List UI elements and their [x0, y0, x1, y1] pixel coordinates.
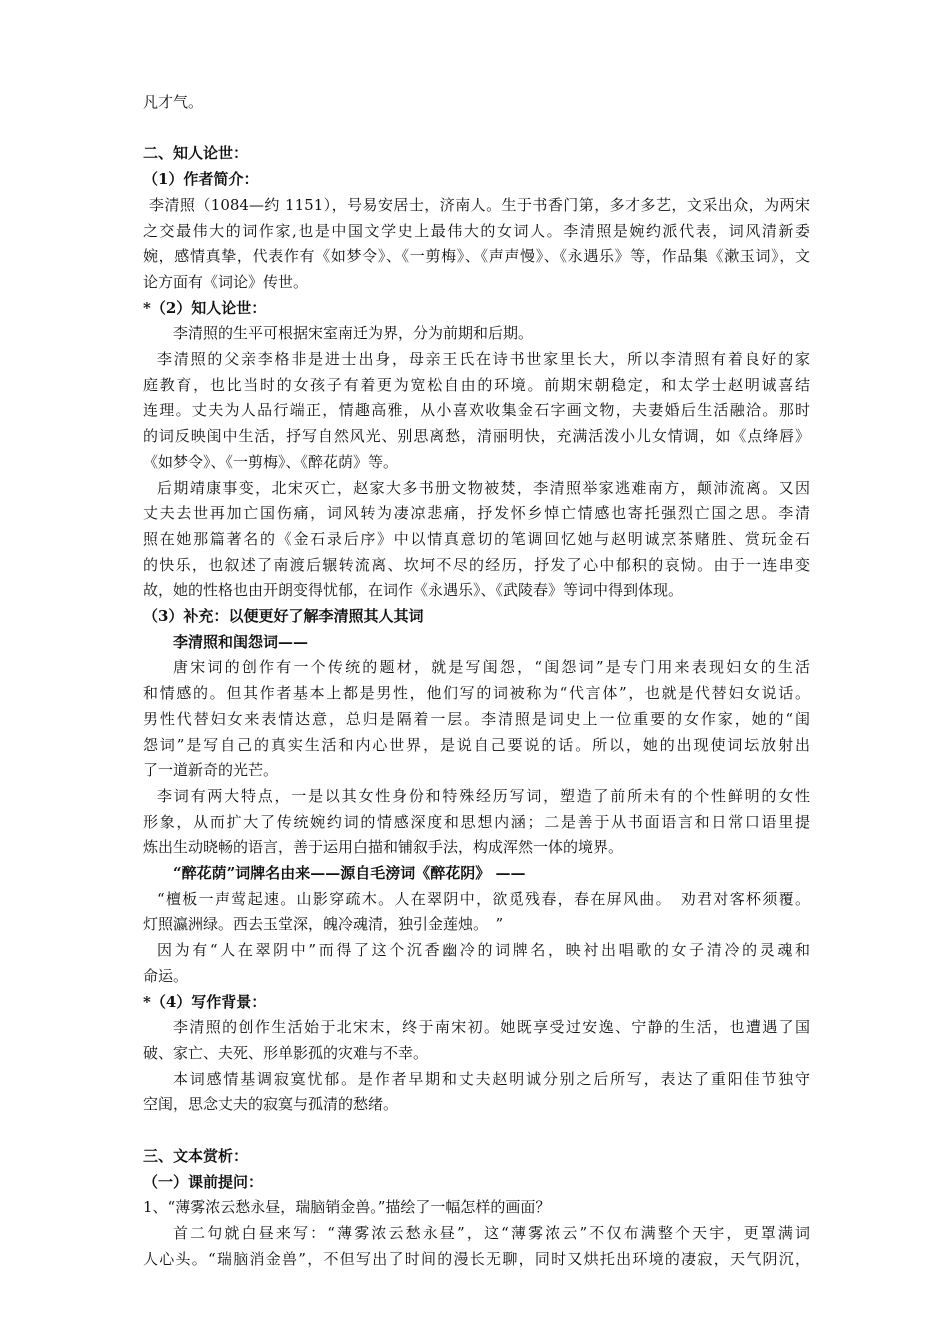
blank-line [143, 116, 810, 142]
text-line: 之交最伟大的词作家,也是中国文学史上最伟大的女词人。李清照是婉约派代表，词风清新委 [143, 221, 810, 240]
text-line: 的词反映闺中生活，抒写自然风光、别思离愁，清丽明快，充满活泼小儿女情调，如《点绛唇》 [143, 427, 810, 446]
text-line: 唐宋词的创作有一个传统的题材，就是写闺怨，“闺怨词”是专门用来表现妇女的生活 [173, 658, 810, 677]
text-line: 庭教育，也比当时的女孩子有着更为宽松自由的环境。前期宋朝稳定，和太学士赵明诚喜结 [143, 375, 810, 394]
text-line: 照在她那篇著名的《金石录后序》中以情真意切的笔调回忆她与赵明诚烹茶赌胜、赏玩金石 [143, 529, 810, 548]
subsection-heading: *（2）知人论世： [143, 298, 267, 317]
text-line: 破、家亡、夫死、形单影孤的灾难与不幸。 [143, 1044, 429, 1062]
section-heading: 三、文本赏析： [143, 1146, 249, 1165]
text-line: 连理。丈夫为人品行端正，情趣高雅，从小喜欢收集金石字画文物，夫妻婚后生活融洽。那时 [143, 401, 810, 420]
section-heading: 二、知人论世： [143, 144, 249, 163]
subsection-heading: （一）课前提问： [143, 1172, 264, 1191]
text-line: 空闺，思念丈夫的寂寞与孤清的愁绪。 [143, 1095, 399, 1114]
text-line: 凡才气。 [143, 93, 204, 111]
topic-heading: “醉花荫”词牌名由来——源自毛滂词《醉花阴》 —— [173, 864, 526, 883]
topic-heading: 李清照和闺怨词—— [173, 632, 309, 651]
text-line: 李词有两大特点，一是以其女性身份和特殊经历写词，塑造了前所未有的个性鲜明的女性 [157, 786, 810, 805]
text-line: 人心头。“瑞脑消金兽”，不但写出了时间的漫长无聊，同时又烘托出环境的凄寂，天气阴沉， [143, 1249, 810, 1268]
blank-line [143, 1118, 810, 1144]
poem-line: “檀板一声莺起速。山影穿疏木。人在翠阴中，欲觅残春，春在屏风曲。 劝君对客杯须覆。 [157, 889, 810, 908]
text-line: 李清照的生平可根据宋室南迁为界，分为前期和后期。 [173, 324, 534, 343]
text-line: 形象，从而扩大了传统婉约词的情感深度和思想内涵；二是善于从书面语言和日常口语里提 [143, 812, 810, 831]
text-line: 丈夫去世再加亡国伤痛，词风转为凄凉悲痛，抒发怀乡悼亡情感也寄托强烈亡国之思。李清 [143, 504, 810, 523]
text-line: 论方面有《词论》传世。 [143, 272, 309, 291]
poem-line: 灯照瀛洲绿。西去玉堂深，魄冷魂清，独引金莲烛。 ” [143, 915, 504, 934]
text-line: 男性代替妇女来表情达意，总归是隔着一层。李清照是词史上一位重要的女作家，她的“闺 [143, 709, 810, 728]
subsection-heading: *（4）写作背景： [143, 992, 267, 1011]
text-line: 李清照（1084—约 1151），号易安居士，济南人。生于书香门第，多才多艺，文采出众，为两宋 [149, 195, 810, 214]
text-line: 婉，感情真挚，代表作有《如梦令》、《一剪梅》、《声声慢》、《永遇乐》等，作品集《漱玉词》，文 [143, 247, 810, 266]
text-line: 后期靖康事变，北宋灭亡，赵家大多书册文物被焚，李清照举家逃难南方，颠沛流离。又因 [157, 478, 810, 497]
subsection-heading: （3）补充：以便更好了解李清照其人其词 [143, 607, 424, 626]
document-page [143, 90, 810, 1272]
subsection-heading: （1）作者简介： [143, 170, 259, 189]
text-line: 和情感的。但其作者基本上都是男性，他们写的词被称为“代言体”，也就是代替妇女说话。 [143, 684, 810, 703]
text-line: 本词感情基调寂寞忧郁。是作者早期和丈夫赵明诚分别之后所写，表达了重阳佳节独守 [173, 1069, 810, 1088]
text-line: 命运。 [143, 966, 189, 985]
text-line: 炼出生动晓畅的语言，善于运用白描和铺叙手法，构成浑然一体的境界。 [143, 838, 624, 857]
question-line: 1、“薄雾浓云愁永昼，瑞脑销金兽。”描绘了一幅怎样的画面？ [143, 1198, 551, 1217]
text-line: 的快乐，也叙述了南渡后辗转流离、坎坷不尽的经历，抒发了心中郁积的哀恸。由于一连串变 [143, 555, 810, 574]
text-line: 《如梦令》、《一剪梅》、《醉花荫》等。 [143, 452, 399, 471]
text-line: 李清照的父亲李格非是进士出身，母亲王氏在诗书世家里长大，所以李清照有着良好的家 [157, 350, 810, 369]
text-line: 因为有“人在翠阴中”而得了这个沉香幽冷的词牌名，映衬出唱歌的女子清冷的灵魂和 [157, 941, 810, 960]
text-line: 首二句就白昼来写：“薄雾浓云愁永昼”，这“薄雾浓云”不仅布满整个天宇，更罩满词 [173, 1223, 810, 1242]
text-line: 怨词”是写自己的真实生活和内心世界，是说自己要说的话。所以，她的出现使词坛放射出 [143, 735, 810, 754]
text-line: 故，她的性格也由开朗变得忧郁，在词作《永遇乐》、《武陵春》等词中得到体现。 [143, 581, 684, 600]
text-line: 李清照的创作生活始于北宋末，终于南宋初。她既享受过安逸、宁静的生活，也遭遇了国 [173, 1018, 810, 1037]
text-line: 了一道新奇的光芒。 [143, 761, 279, 780]
